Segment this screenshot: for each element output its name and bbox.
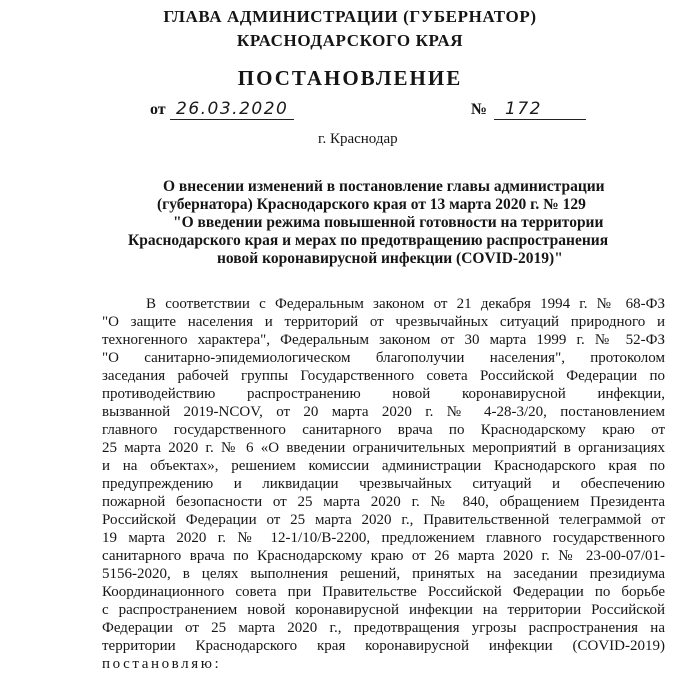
body-line: противодействию распространению новой коронавирусной инфекции, xyxy=(102,386,665,402)
body-line: Федерации от 25 марта 2020 г., предотвращения угрозы распространения на xyxy=(102,620,665,636)
body-line: 25 марта 2020 г. № 6 «О введении ограничительных мероприятий в организациях xyxy=(102,440,665,456)
body-line: территории Краснодарского края коронавирусной инфекции (COVID-2019) xyxy=(102,638,665,654)
body-line: В соответствии с Федеральным законом от 21 декабря 1994 г. № 68-ФЗ xyxy=(146,296,665,312)
number-underline xyxy=(494,119,586,120)
date-value: 26.03.2020 xyxy=(176,99,289,119)
title-line: "О введении режима повышенной готовности на территории xyxy=(173,214,604,231)
title-line: новой коронавирусной инфекции (COVID-2019)" xyxy=(217,250,563,267)
date-label: от xyxy=(150,101,166,118)
body-line: пожарной безопасности от 25 марта 2020 г. № 840, обращением Президента xyxy=(102,494,665,510)
title-line: О внесении изменений в постановление главы администрации xyxy=(163,178,605,195)
title-line: Краснодарского края и мерах по предотвращению распространения xyxy=(128,232,609,249)
body-line: с распространением новой коронавирусной инфекции на территории Российской xyxy=(102,602,665,618)
body-line: "О защите населения и территорий от чрезвычайных ситуаций природного и xyxy=(102,314,665,330)
body-line: заседания рабочей группы Государственного совета Российской Федерации по xyxy=(102,368,665,384)
region-title: КРАСНОДАРСКОГО КРАЯ xyxy=(236,31,464,50)
date-underline xyxy=(170,119,294,120)
body-line: Координационного совета при Правительстве Российской Федерации по борьбе xyxy=(102,584,665,600)
document-type: ПОСТАНОВЛЕНИЕ xyxy=(237,66,463,90)
title-line: (губернатора) Краснодарского края от 13 марта 2020 г. № 129 xyxy=(157,196,586,213)
body-line: "О санитарно-эпидемиологическом благополучии населения", протоколом xyxy=(102,350,665,366)
number-value: 172 xyxy=(505,99,542,119)
body-line: и на объектах», решением комиссии администрации Краснодарского края по xyxy=(102,458,665,474)
body-line: санитарного врача по Краснодарскому краю от 26 марта 2020 г. № 23-00-07/01- xyxy=(102,548,665,564)
body-line: 19 марта 2020 г. № 12-1/10/В-2200, предложением главного государственного xyxy=(102,530,665,546)
body-line: 5156-2020, в целях выполнения решений, принятых на заседании президиума xyxy=(102,566,665,582)
body-line: Российской Федерации от 25 марта 2020 г., Правительственной телеграммой от xyxy=(102,512,665,528)
number-label: № xyxy=(471,101,488,118)
body-line: вызванной 2019-NCOV, от 20 марта 2020 г. № 4-28-3/20, постановлением xyxy=(102,404,665,420)
body-line: предупреждению и ликвидации чрезвычайных ситуаций и обеспечению xyxy=(102,476,665,492)
body-line: техногенного характера", Федеральным законом от 30 марта 1999 г. № 52-ФЗ xyxy=(102,332,665,348)
body-line-closing: постановляю: xyxy=(102,656,222,672)
authority-title: ГЛАВА АДМИНИСТРАЦИИ (ГУБЕРНАТОР) xyxy=(163,7,537,26)
city-name: г. Краснодар xyxy=(318,131,398,147)
body-line: главного государственного санитарного врача по Краснодарскому краю от xyxy=(102,422,665,438)
